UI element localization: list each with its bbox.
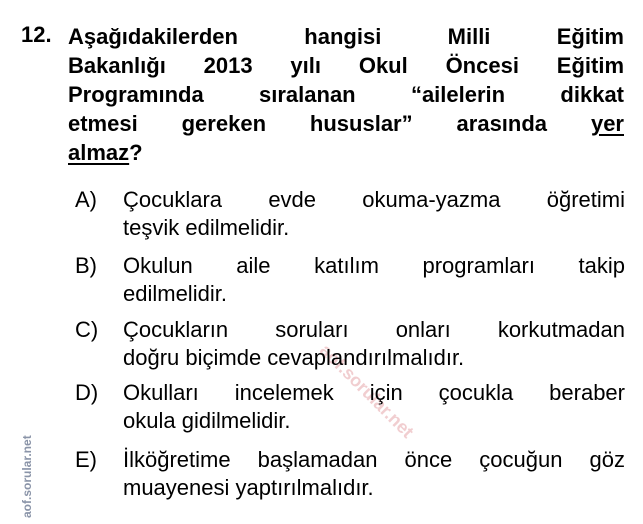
option-line: edilmelidir.	[123, 281, 227, 306]
question-line: Programında sıralanan “ailelerin dikkat	[68, 82, 624, 107]
option-line: muayenesi yaptırılmalıdır.	[123, 475, 374, 500]
option-line: teşvik edilmelidir.	[123, 215, 290, 240]
underlined-phrase: yer	[590, 111, 624, 136]
option-letter: D)	[75, 380, 99, 405]
option-letter: B)	[75, 253, 97, 278]
side-watermark: aof.sorular.net	[20, 435, 34, 518]
option-b[interactable]	[75, 252, 625, 308]
option-line: doğru biçimde cevaplandırılmalıdır.	[123, 345, 465, 370]
option-line: Çocuklara evde okuma-yazma öğretimi	[123, 187, 625, 212]
question-line	[68, 138, 624, 167]
option-line: Okulları incelemek için çocukla beraber	[123, 380, 625, 405]
question-mark: ?	[129, 140, 143, 165]
option-line: İlköğretime başlamadan önce çocuğun göz	[123, 447, 625, 472]
option-a[interactable]	[75, 186, 625, 242]
option-letter: C)	[75, 317, 99, 342]
watermark: aof.sorular.net	[315, 340, 418, 442]
question-line-text: etmesi gereken hususlar” arasında	[68, 111, 591, 136]
question-number: 12.	[21, 22, 52, 47]
question-line: Aşağıdakilerden hangisi Milli Eğitim	[68, 24, 624, 49]
option-line: okula gidilmelidir.	[123, 408, 291, 433]
option-c[interactable]	[75, 316, 625, 372]
option-line: Çocukların soruları onları korkutmadan	[123, 317, 625, 342]
option-e[interactable]	[75, 446, 625, 502]
question-line	[68, 109, 624, 138]
option-d[interactable]	[75, 379, 625, 435]
question-line: Bakanlığı 2013 yılı Okul Öncesi Eğitim	[68, 53, 624, 78]
option-line: Okulun aile katılım programları takip	[123, 253, 625, 278]
option-letter: E)	[75, 447, 97, 472]
question-text	[68, 22, 624, 167]
underlined-phrase: almaz	[68, 140, 130, 165]
option-letter: A)	[75, 187, 97, 212]
